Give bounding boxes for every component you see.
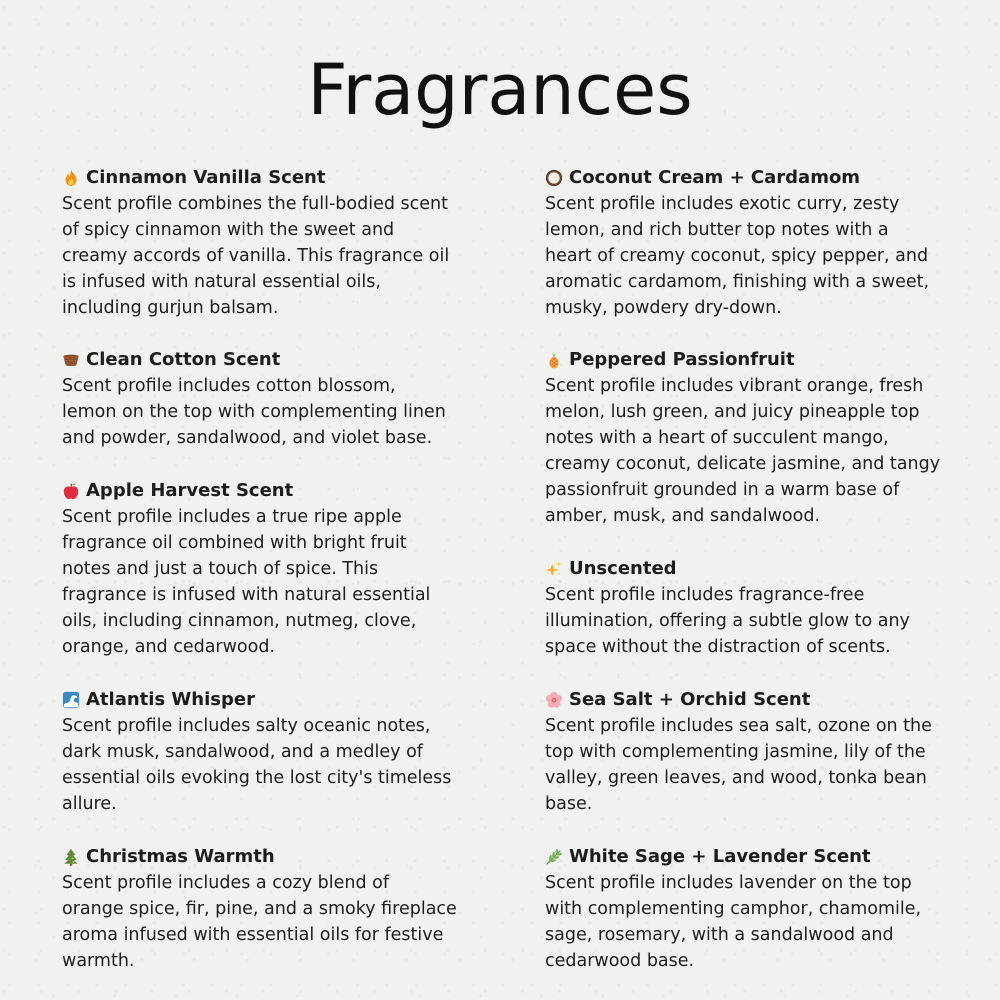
fire-icon — [62, 169, 80, 187]
fragrance-name: Cinnamon Vanilla Scent — [86, 167, 326, 188]
fragrance-item — [62, 478, 482, 660]
fragrance-description: Scent profile includes a true ripe apple fragrance oil combined with bright fruit notes and just a touch of spice. This fragrance is infused with natural essential oils, including cinnamon, nutmeg, clove, orange, and cedarwood. — [62, 507, 431, 657]
fragrance-description: Scent profile includes exotic curry, zesty lemon, and rich butter top notes with a heart of creamy coconut, spicy pepper, and aromatic cardamom, finishing with a sweet, musky, powdery dry-down. — [545, 194, 930, 318]
fragrance-name: Apple Harvest Scent — [86, 480, 294, 501]
fragrance-description: Scent profile includes sea salt, ozone on the top with complementing jasmine, lily of the valley, green leaves, and wood, tonka bean base. — [545, 716, 932, 814]
fragrance-item — [545, 556, 965, 660]
fragrance-item — [545, 687, 965, 817]
fragrance-name: Clean Cotton Scent — [86, 349, 281, 370]
fragrance-name: White Sage + Lavender Scent — [569, 846, 871, 867]
herb-icon — [545, 848, 563, 866]
apple-icon — [62, 482, 80, 500]
fragrance-name: Sea Salt + Orchid Scent — [569, 689, 811, 710]
fragrance-description: Scent profile includes fragrance-free illumination, offering a subtle glow to any space without the distraction of scents. — [545, 585, 910, 657]
fragrance-item — [545, 844, 965, 974]
coconut-icon — [545, 169, 563, 187]
fragrance-description: Scent profile includes cotton blossom, lemon on the top with complementing linen and powder, sandalwood, and violet base. — [62, 376, 446, 448]
fragrance-name: Atlantis Whisper — [86, 689, 255, 710]
blossom-icon — [545, 691, 563, 709]
fragrance-description: Scent profile includes vibrant orange, fresh melon, lush green, and juicy pineapple top notes with a heart of succulent mango, creamy coconut, delicate jasmine, and tangy passionfruit grounded in a warm base of amber, musk, and sandalwood. — [545, 376, 941, 526]
fragrance-name: Coconut Cream + Cardamom — [569, 167, 861, 188]
fragrance-item — [62, 687, 482, 817]
fragrance-description: Scent profile includes a cozy blend of orange spice, fir, pine, and a smoky fireplace aroma infused with essential oils for festive warmth. — [62, 873, 457, 971]
fragrance-item — [545, 347, 965, 529]
fragrance-item — [62, 347, 482, 451]
fragrance-description: Scent profile combines the full-bodied scent of spicy cinnamon with the sweet and creamy accords of vanilla. This fragrance oil is infused with natural essential oils, including gurjun balsam. — [62, 194, 450, 318]
fragrance-name: Christmas Warmth — [86, 846, 275, 867]
basket-icon — [62, 351, 80, 369]
fragrance-name: Peppered Passionfruit — [569, 349, 795, 370]
wave-icon — [62, 691, 80, 709]
christmas-tree-icon — [62, 848, 80, 866]
fragrance-item — [62, 844, 482, 974]
fragrance-description: Scent profile includes lavender on the top with complementing camphor, chamomile, sage, rosemary, with a sandalwood and cedarwood base. — [545, 873, 922, 971]
sparkles-icon — [545, 560, 563, 578]
pineapple-icon — [545, 351, 563, 369]
fragrance-description: Scent profile includes salty oceanic notes, dark musk, sandalwood, and a medley of essential oils evoking the lost city's timeless allure. — [62, 716, 452, 814]
fragrance-item — [62, 165, 482, 321]
fragrance-item — [545, 165, 965, 321]
page-title: Fragrances — [307, 49, 693, 131]
fragrance-name: Unscented — [569, 558, 677, 579]
